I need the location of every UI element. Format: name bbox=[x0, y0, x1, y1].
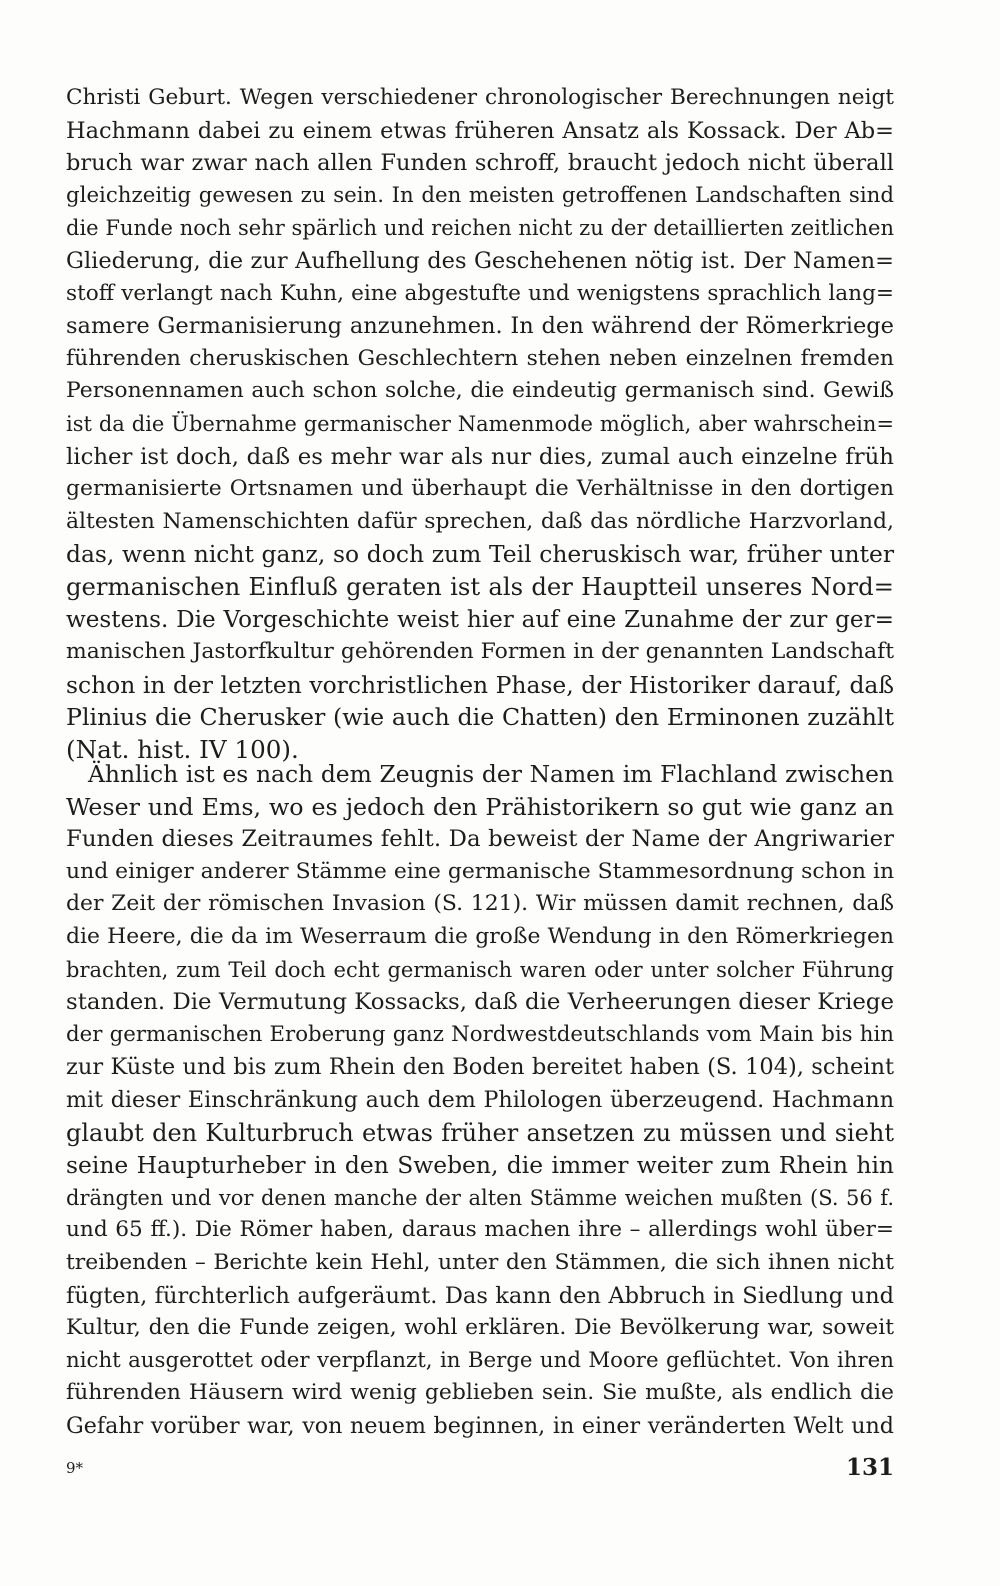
text-line: westens. Die Vorgeschichte weist hier auf eine Zunahme der zur ger= bbox=[66, 606, 894, 633]
text-line: samere Germanisierung anzunehmen. In den während der Römerkriege bbox=[66, 313, 894, 340]
signature-mark: 9* bbox=[66, 1459, 84, 1477]
text-line: Gliederung, die zur Aufhellung des Geschehenen nötig ist. Der Namen= bbox=[66, 247, 894, 274]
text-line: manischen Jastorfkultur gehörenden Formen in der genannten Landschaft bbox=[66, 639, 894, 665]
text-line: germanischen Einfluß geraten ist als der Hauptteil unseres Nord= bbox=[66, 571, 894, 601]
text-line: mit dieser Einschränkung auch dem Philologen überzeugend. Hachmann bbox=[66, 1086, 894, 1113]
text-line: gleichzeitig gewesen zu sein. In den meisten getroffenen Landschaften sind bbox=[66, 182, 894, 208]
text-line: Ähnlich ist es nach dem Zeugnis der Namen im Flachland zwischen bbox=[88, 760, 894, 788]
text-line: schon in der letzten vorchristlichen Phase, der Historiker darauf, daß bbox=[66, 670, 894, 699]
text-line: standen. Die Vermutung Kossacks, daß die Verheerungen dieser Kriege bbox=[66, 989, 894, 1016]
text-line: führenden cheruskischen Geschlechtern stehen neben einzelnen fremden bbox=[66, 345, 894, 371]
text-line: und 65 ff.). Die Römer haben, daraus machen ihre – allerdings wohl über= bbox=[66, 1217, 894, 1243]
text-line: Christi Geburt. Wegen verschiedener chronologischer Berechnungen neigt bbox=[66, 85, 894, 110]
text-line: führenden Häusern wird wenig geblieben sein. Sie mußte, als endlich die bbox=[66, 1380, 894, 1406]
paragraph-1 bbox=[66, 82, 894, 766]
paragraph-2 bbox=[66, 758, 894, 1442]
text-line: germanisierte Ortsnamen und überhaupt die Verhältnisse in den dortigen bbox=[66, 476, 894, 502]
text-line: die Funde noch sehr spärlich und reichen nicht zu der detaillierten zeitlichen bbox=[66, 216, 894, 241]
text-line: zur Küste und bis zum Rhein den Boden bereitet haben (S. 104), scheint bbox=[66, 1054, 894, 1081]
text-line: die Heere, die da im Weserraum die große Wendung in den Römerkriegen bbox=[66, 923, 894, 949]
text-line: Weser und Ems, wo es jedoch den Prähistorikern so gut wie ganz an bbox=[66, 792, 894, 821]
text-line: ist da die Übernahme germanischer Namenmode möglich, aber wahrschein= bbox=[66, 411, 894, 436]
text-line: und einiger anderer Stämme eine germanische Stammesordnung schon in bbox=[66, 858, 895, 884]
text-line: fügten, fürchterlich aufgeräumt. Das kann den Abbruch in Siedlung und bbox=[66, 1282, 894, 1309]
text-line: seine Haupturheber in den Sweben, die immer weiter zum Rhein hin bbox=[66, 1151, 894, 1180]
page-number: 131 bbox=[845, 1454, 894, 1481]
text-line: Kultur, den die Funde zeigen, wohl erklären. Die Bevölkerung war, soweit bbox=[66, 1315, 894, 1341]
text-line: Hachmann dabei zu einem etwas früheren Ansatz als Kossack. Der Ab= bbox=[66, 117, 894, 144]
text-line: Plinius die Cherusker (wie auch die Chatten) den Erminonen zuzählt bbox=[66, 703, 894, 732]
text-line: licher ist doch, daß es mehr war als nur dies, zumal auch einzelne früh bbox=[66, 443, 894, 470]
text-line: brachten, zum Teil doch echt germanisch waren oder unter solcher Führung bbox=[66, 957, 894, 982]
text-line: Funden dieses Zeitraumes fehlt. Da beweist der Name der Angriwarier bbox=[66, 826, 894, 853]
text-line: glaubt den Kulturbruch etwas früher ansetzen zu müssen und sieht bbox=[66, 1118, 894, 1147]
text-line: ältesten Namenschichten dafür sprechen, daß das nördliche Harzvorland, bbox=[66, 508, 894, 534]
text-line: das, wenn nicht ganz, so doch zum Teil cheruskisch war, früher unter bbox=[66, 540, 894, 569]
text-line: der Zeit der römischen Invasion (S. 121). Wir müssen damit rechnen, daß bbox=[66, 891, 894, 917]
text-line: Personennamen auch schon solche, die eindeutig germanisch sind. Gewiß bbox=[66, 378, 894, 404]
text-line: drängten und vor denen manche der alten Stämme weichen mußten (S. 56 f. bbox=[66, 1185, 894, 1210]
text-line: Gefahr vorüber war, von neuem beginnen, in einer veränderten Welt und bbox=[66, 1412, 894, 1439]
text-line: der germanischen Eroberung ganz Nordwestdeutschlands vom Main bis hin bbox=[66, 1021, 894, 1047]
text-line: (Nat. hist. IV 100). bbox=[66, 734, 299, 764]
text-line: nicht ausgerottet oder verpflanzt, in Berge und Moore geflüchtet. Von ihren bbox=[66, 1347, 894, 1373]
text-line: bruch war zwar nach allen Funden schroff, braucht jedoch nicht überall bbox=[66, 150, 894, 177]
text-line: stoff verlangt nach Kuhn, eine abgestufte und wenigstens sprachlich lang= bbox=[66, 280, 894, 306]
text-line: treibenden – Berichte kein Hehl, unter den Stämmen, die sich ihnen nicht bbox=[66, 1249, 894, 1275]
